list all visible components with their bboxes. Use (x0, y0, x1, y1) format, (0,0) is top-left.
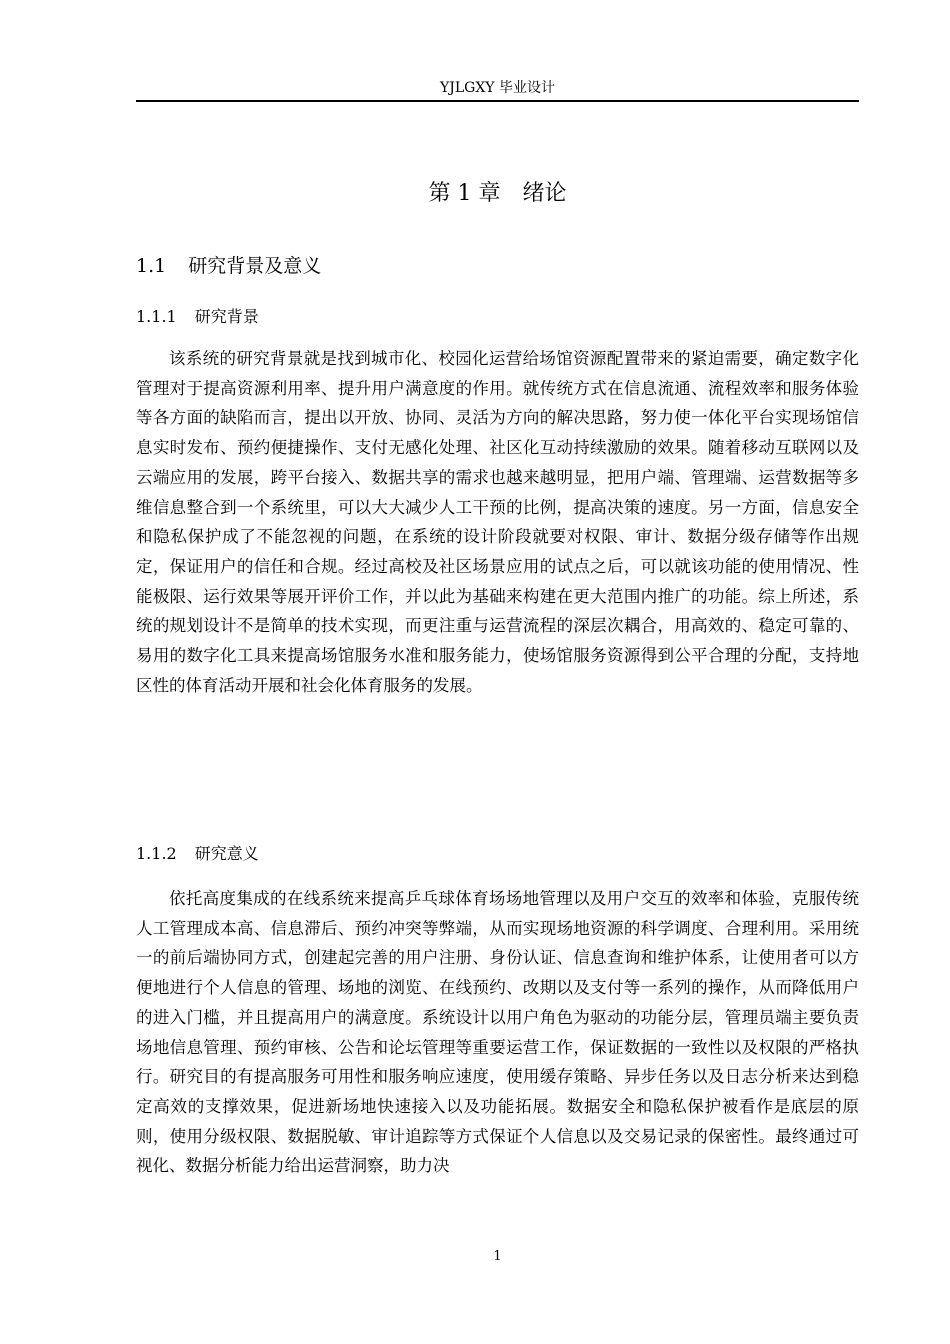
header-rule (136, 100, 859, 102)
subsection-title: 研究意义 (194, 844, 259, 863)
page-header: YJLGXY 毕业设计 (440, 80, 555, 96)
paragraph-research-significance: 依托高度集成的在线系统来提高乒乓球体育场场地管理以及用户交互的效率和体验，克服传统人工管理成本高、信息滞后、预约冲突等弊端，从而实现场地资源的科学调度、合理利用。采用统一的前后端协同方式，创建起完善的用户注册、身份认证、信息查询和维护体系，让使用者可以方便地进行个人信息的管理、场地的浏览、在线预约、改期以及支付等一系列的操作，从而降低用户的进入门槛，并且提高用户的满意度。系统设计以用户角色为驱动的功能分层，管理员端主要负责场地信息管理、预约审核、公告和论坛管理等重要运营工作，保证数据的一致性以及权限的严格执行。研究目的有提高服务可用性和服务响应速度，使用缓存策略、异步任务以及日志分析来达到稳定高效的支撑效果，促进新场地快速接入以及功能拓展。数据安全和隐私保护被看作是底层的原则，使用分级权限、数据脱敏、审计追踪等方式保证个人信息以及交易记录的保密性。最终通过可视化、数据分析能力给出运营洞察，助力决 (136, 889, 859, 1176)
subsection-number: 1.1.1 (136, 307, 177, 326)
paragraph-research-background: 该系统的研究背景就是找到城市化、校园化运营给场馆资源配置带来的紧迫需要，确定数字化管理对于提高资源利用率、提升用户满意度的作用。就传统方式在信息流通、流程效率和服务体验等各方面的缺陷而言，提出以开放、协同、灵活为方向的解决思路，努力使一体化平台实现场馆信息实时发布、预约便捷操作、支付无感化处理、社区化互动持续激励的效果。随着移动互联网以及云端应用的发展，跨平台接入、数据共享的需求也越来越明显，把用户端、管理端、运营数据等多维信息整合到一个系统里，可以大大减少人工干预的比例，提高决策的速度。另一方面，信息安全和隐私保护成了不能忽视的问题，在系统的设计阶段就要对权限、审计、数据分级存储等作出规定，保证用户的信任和合规。经过高校及社区场景应用的试点之后，可以就该功能的使用情况、性能极限、运行效果等展开评价工作，并以此为基础来构建在更大范围内推广的功能。综上所述，系统的规划设计不是简单的技术实现，而更注重与运营流程的深层次耦合，用高效的、稳定可靠的、易用的数字化工具来提高场馆服务水准和服务能力，使场馆服务资源得到公平合理的分配，支持地区性的体育活动开展和社会化体育服务的发展。 (136, 349, 859, 695)
section-heading-1-1 (136, 252, 321, 280)
chapter-number: 第 1 章 (428, 181, 501, 206)
section-title: 研究背景及意义 (188, 255, 322, 277)
page-number: 1 (493, 1249, 502, 1264)
chapter-name: 绪论 (522, 181, 567, 206)
subsection-heading-1-1-1 (136, 305, 259, 329)
section-number: 1.1 (136, 255, 167, 277)
subsection-title: 研究背景 (194, 307, 259, 326)
subsection-number: 1.1.2 (136, 844, 177, 863)
subsection-heading-1-1-2 (136, 842, 259, 866)
chapter-title (136, 178, 859, 210)
